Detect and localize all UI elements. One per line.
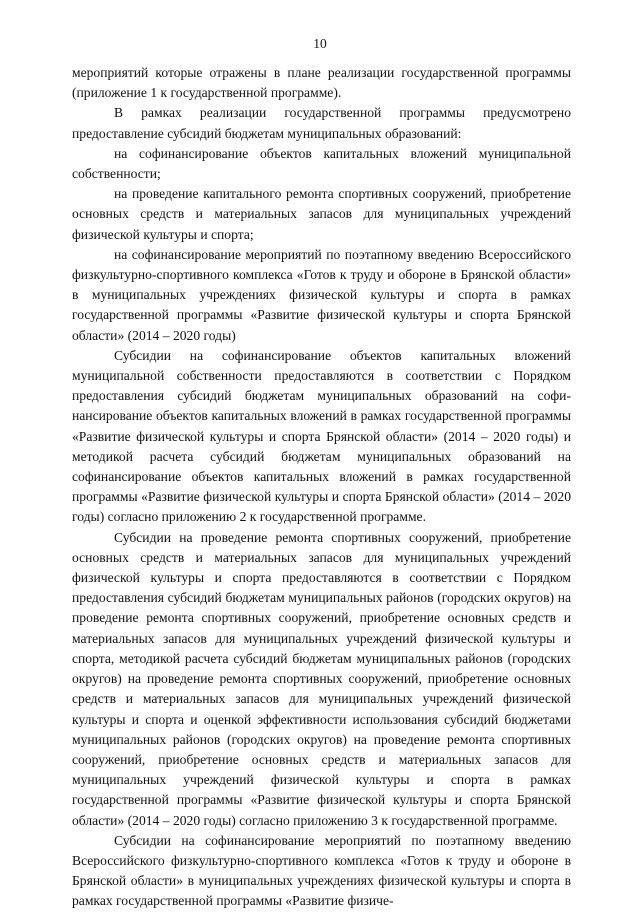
paragraph-subsidies-intro: В рамках реализации государственной программы предусмотрено предоставление субсидий бюджетам муниципальных образований: bbox=[72, 105, 571, 141]
list-item-gto-complex: на софинансирование мероприятий по поэтапному введению Всероссийского физкультурно-спортивного комплекса «Готов к труду и обороне в Брянской области» в муниципальных учреждениях физической культуры и спорта в рамках государственной программы «Развитие физической культуры и спорта Брянской области» (2014 – 2020 годы) bbox=[72, 246, 571, 343]
paragraph-repair-subsidies: Субсидии на проведение ремонта спортивных сооружений, приобретение основных средств и материальных запасов для муниципальных учреждений физической культуры и спорта предоставляются в соответствии с Порядком предоставления субсидий бюджетам муниципальных районов (городских округов) на проведение ремонта спортивных сооружений, приобретение основных средств и материальных запасов для муниципальных учреждений физической культуры и спорта, методикой расчета субсидий бюджетам муниципальных районов (городских округов) на проведение ремонта спортивных сооружений, приобретение основных средств и материальных запасов для муниципальных учреждений физической культуры и спорта и оценкой эффективности использования субсидий бюджетами муниципальных районов (городских округов) на проведение ремонта спортивных сооружений, приобретение основных средств и материальных запасов для муниципальных учреждений физической культуры и спорта в рамках государственной программы «Развитие физической культуры и спорта Брянской области» (2014 – 2020 годы) согласно приложению 3 к государственной программе. bbox=[72, 529, 571, 828]
paragraph-capital-subsidies: Субсидии на софинансирование объектов капитальных вложений муниципальной собственности предоставляются в соответствии с Порядком предоставления субсидий бюджетам муниципальных образований на софинансирование объектов капитальных вложений в рамках государственной программы «Развитие физической культуры и спорта Брянской области» (2014 – 2020 годы) и методикой расчета субсидий бюджетам муниципальных образований на софинансирование объектов капитальных вложений в рамках государственной программы «Развитие физической культуры и спорта Брянской области» (2014 – 2020 годы) согласно приложению 2 к государственной программе. bbox=[72, 347, 571, 525]
document-body bbox=[72, 63, 571, 912]
paragraph-gto-subsidies: Субсидии на софинансирование мероприятий по поэтапному введению Всероссийского физкультурно-спортивного комплекса «Готов к труду и обороне в Брянской области» в муниципальных учреждениях физической культуры и спорта в рамках государственной программы «Развитие физиче- bbox=[72, 832, 571, 909]
paragraph-continuation: мероприятий которые отражены в плане реализации государственной программы (приложение 1 к государственной программе). bbox=[72, 65, 571, 101]
page-number: 10 bbox=[313, 36, 327, 51]
list-item-capital-repair: на проведение капитального ремонта спортивных сооружений, приобретение основных средств и материальных запасов для муниципальных учреждений физической культуры и спорта; bbox=[72, 186, 571, 242]
list-item-capital-investments: на софинансирование объектов капитальных вложений муниципальной собственности; bbox=[72, 145, 571, 182]
